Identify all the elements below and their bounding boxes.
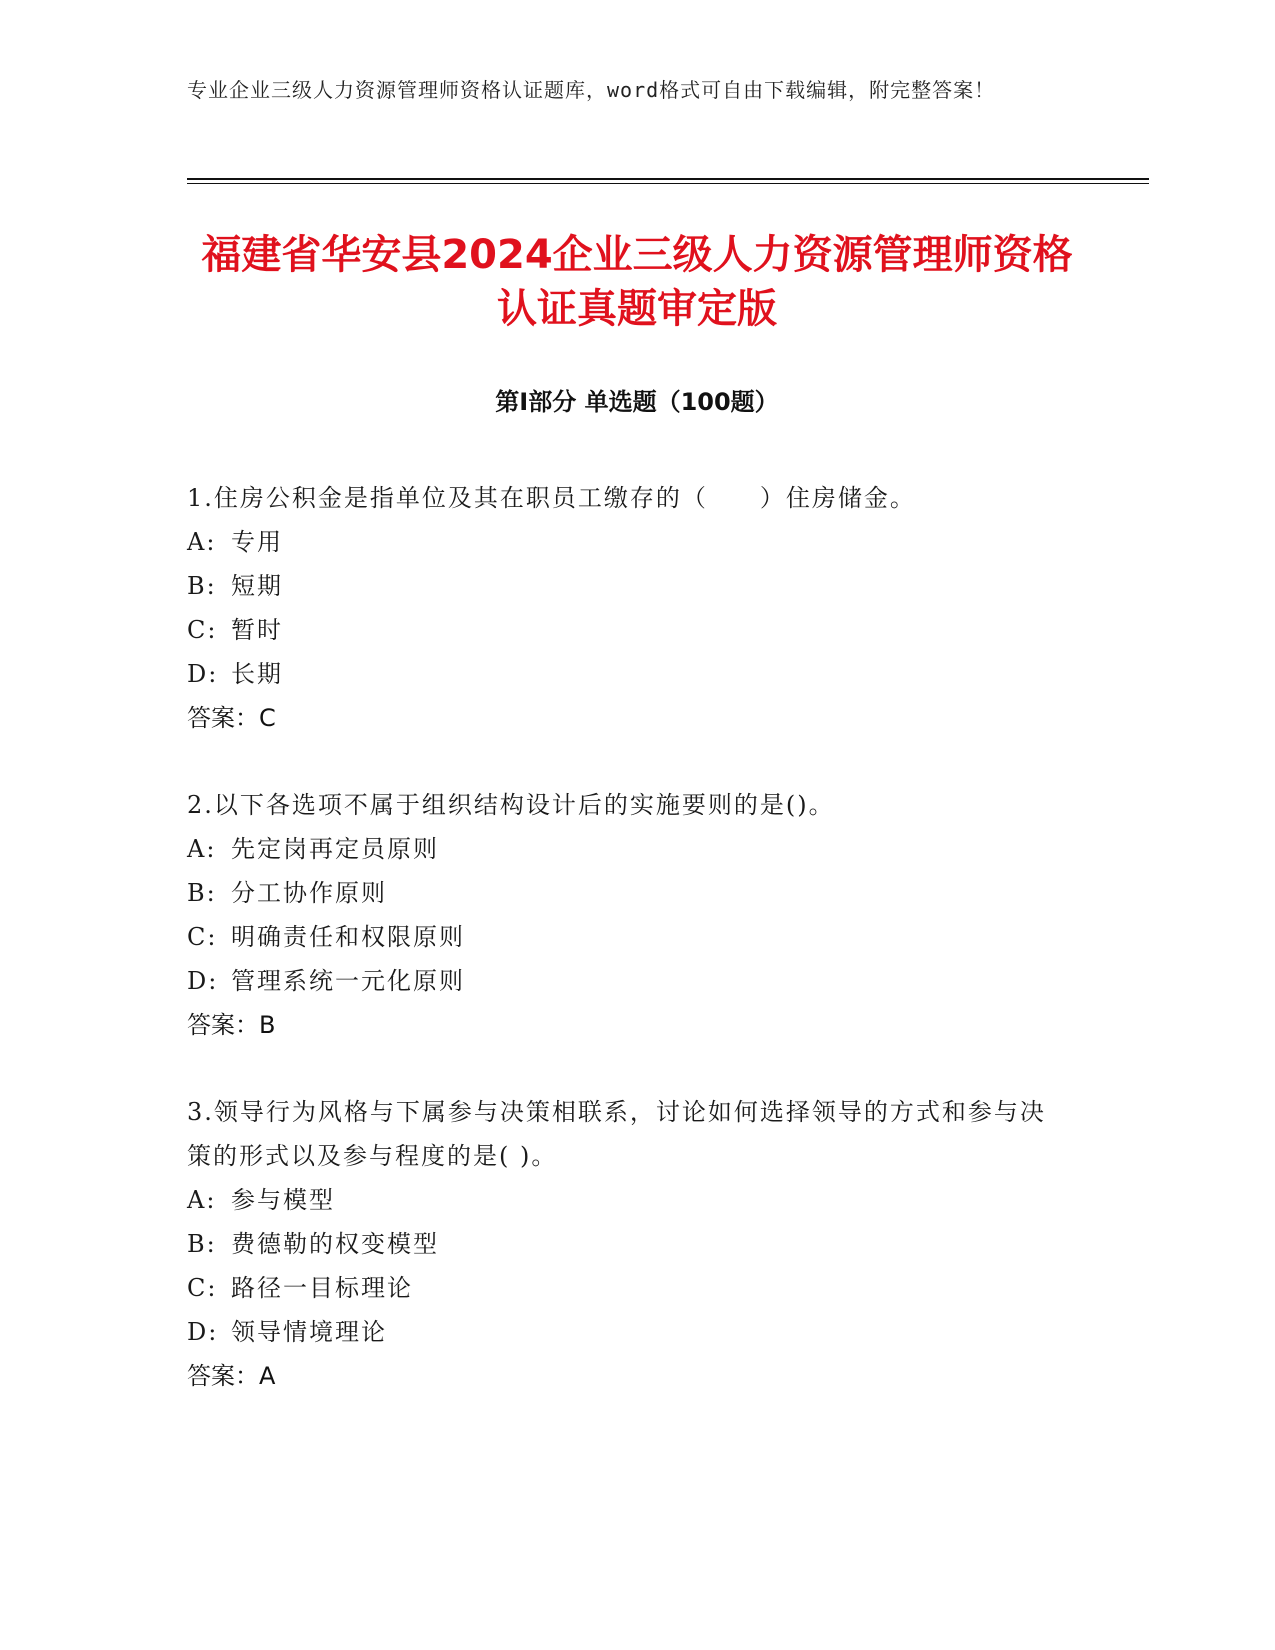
question-1: [187, 476, 1067, 740]
question-3: [187, 1090, 1067, 1398]
option-text: 短期: [231, 572, 283, 600]
answer-line: 答案：A: [187, 1362, 276, 1390]
option-text: 暂时: [231, 616, 283, 644]
section-title: 第Ⅰ部分 单选题（100题）: [495, 388, 779, 416]
option-key: D:: [187, 967, 219, 995]
option-text: 专用: [231, 528, 283, 556]
option-b: [187, 1222, 1067, 1266]
option-key: A:: [187, 528, 217, 556]
option-key: C:: [187, 923, 218, 951]
option-text: 先定岗再定员原则: [231, 835, 439, 863]
option-a: [187, 1178, 1067, 1222]
option-key: B:: [187, 879, 217, 907]
option-key: B:: [187, 572, 217, 600]
option-d: [187, 1310, 1067, 1354]
option-b: [187, 564, 1067, 608]
option-b: [187, 871, 1067, 915]
option-c: [187, 608, 1067, 652]
option-c: [187, 1266, 1067, 1310]
option-d: [187, 959, 1067, 1003]
header-divider: [187, 178, 1149, 180]
question-text: 2.以下各选项不属于组织结构设计后的实施要则的是()。: [187, 791, 835, 819]
question-2: [187, 783, 1067, 1047]
header-note: 专业企业三级人力资源管理师资格认证题库，word格式可自由下载编辑，附完整答案！: [187, 78, 996, 102]
option-text: 路径一目标理论: [231, 1274, 413, 1302]
option-key: D:: [187, 660, 219, 688]
option-c: [187, 915, 1067, 959]
option-text: 费德勒的权变模型: [231, 1230, 439, 1258]
option-text: 长期: [231, 660, 283, 688]
option-d: [187, 652, 1067, 696]
answer-line: 答案：C: [187, 704, 276, 732]
option-text: 参与模型: [231, 1186, 335, 1214]
option-text: 领导情境理论: [231, 1318, 387, 1346]
option-a: [187, 827, 1067, 871]
option-text: 管理系统一元化原则: [231, 967, 465, 995]
question-list: [187, 476, 1067, 1441]
question-text: 3.领导行为风格与下属参与决策相联系，讨论如何选择领导的方式和参与决策的形式以及参与程度的是( )。: [187, 1098, 1046, 1170]
answer-line: 答案：B: [187, 1011, 276, 1039]
option-a: [187, 520, 1067, 564]
option-text: 明确责任和权限原则: [231, 923, 465, 951]
question-text: 1.住房公积金是指单位及其在职员工缴存的（ ）住房储金。: [187, 484, 916, 512]
option-key: A:: [187, 835, 217, 863]
document-title: 福建省华安县2024企业三级人力资源管理师资格认证真题审定版: [201, 232, 1073, 332]
option-key: D:: [187, 1318, 219, 1346]
option-text: 分工协作原则: [231, 879, 387, 907]
header-divider-thin: [187, 183, 1149, 184]
option-key: C:: [187, 616, 218, 644]
option-key: B:: [187, 1230, 217, 1258]
option-key: C:: [187, 1274, 218, 1302]
option-key: A:: [187, 1186, 217, 1214]
